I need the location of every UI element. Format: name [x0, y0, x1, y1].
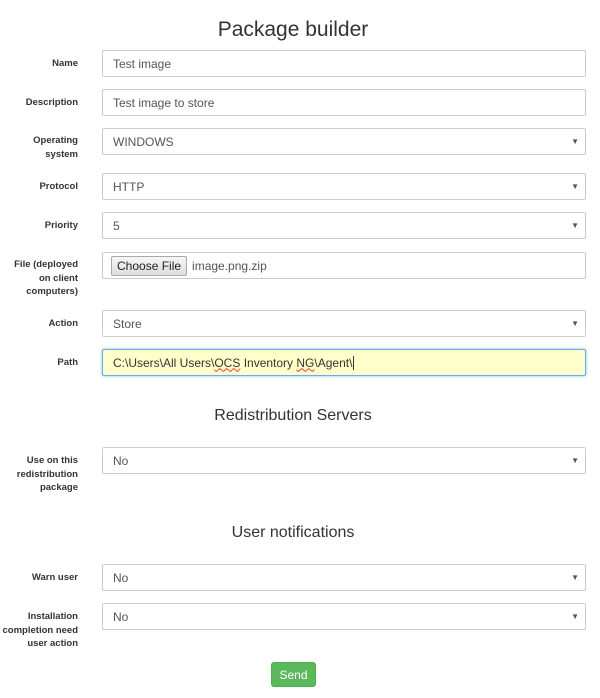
description-label: Description: [25, 97, 78, 108]
completion-action-select[interactable]: [102, 603, 586, 630]
user-notifications-section-title: User notifications: [231, 524, 355, 541]
use-on-redistribution-select[interactable]: [102, 447, 586, 474]
file-label: [0, 258, 78, 299]
path-part: Inventory: [240, 355, 297, 370]
priority-select-value: 5: [113, 218, 120, 233]
os-select[interactable]: [102, 128, 586, 155]
file-input: [102, 252, 586, 279]
use-on-redistribution-label: [0, 454, 78, 495]
completion-action-label: [0, 610, 78, 651]
file-name: image.png.zip: [192, 258, 267, 273]
file-label-line3: computers): [26, 286, 78, 297]
action-label: Action: [48, 318, 78, 329]
use-on-label-line2: redistribution: [16, 468, 78, 480]
name-label: Name: [52, 58, 78, 69]
chevron-down-icon: ▼: [571, 319, 579, 328]
choose-file-button[interactable]: Choose File: [111, 256, 187, 276]
path-label: Path: [57, 357, 78, 368]
use-on-redistribution-value: No: [113, 453, 129, 468]
chevron-down-icon: ▼: [571, 612, 579, 621]
path-part-misspelled: OCS: [214, 355, 241, 370]
warn-user-label: Warn user: [31, 572, 78, 583]
priority-label: Priority: [44, 220, 78, 231]
completion-label-line2: completion need: [2, 624, 78, 636]
name-input[interactable]: [102, 50, 586, 77]
priority-select[interactable]: [102, 212, 586, 239]
page-title: Package builder: [217, 18, 369, 41]
completion-label-line1: Installation: [27, 611, 78, 622]
description-input-value: Test image to store: [113, 95, 215, 110]
warn-user-value: No: [113, 570, 129, 585]
chevron-down-icon: ▼: [571, 456, 579, 465]
path-part-misspelled: NG: [296, 355, 315, 370]
redistribution-section-title: Redistribution Servers: [214, 407, 372, 424]
os-label-line1: Operating: [33, 135, 78, 146]
action-select-value: Store: [113, 316, 142, 331]
os-label-line2: system: [45, 148, 78, 160]
completion-action-value: No: [113, 609, 129, 624]
os-label: [0, 134, 78, 161]
path-input[interactable]: [102, 349, 586, 376]
file-label-line2: on client: [38, 272, 78, 284]
protocol-select-value: HTTP: [113, 179, 145, 194]
chevron-down-icon: ▼: [571, 137, 579, 146]
use-on-label-line3: package: [39, 482, 78, 493]
path-part: C:\Users\All Users\: [113, 355, 215, 370]
send-button[interactable]: Send: [271, 662, 316, 687]
text-cursor: [353, 356, 354, 370]
protocol-select[interactable]: [102, 173, 586, 200]
description-input[interactable]: [102, 89, 586, 116]
chevron-down-icon: ▼: [571, 221, 579, 230]
path-input-value: [113, 356, 352, 370]
path-part: \Agent\: [314, 355, 353, 370]
completion-label-line3: user action: [27, 638, 78, 649]
protocol-label: Protocol: [39, 181, 78, 192]
file-label-line1: File (deployed: [14, 259, 78, 270]
warn-user-select[interactable]: [102, 564, 586, 591]
chevron-down-icon: ▼: [571, 573, 579, 582]
action-select[interactable]: [102, 310, 586, 337]
os-select-value: WINDOWS: [113, 134, 174, 149]
chevron-down-icon: ▼: [571, 182, 579, 191]
use-on-label-line1: Use on this: [26, 455, 78, 466]
name-input-value: Test image: [113, 56, 172, 71]
